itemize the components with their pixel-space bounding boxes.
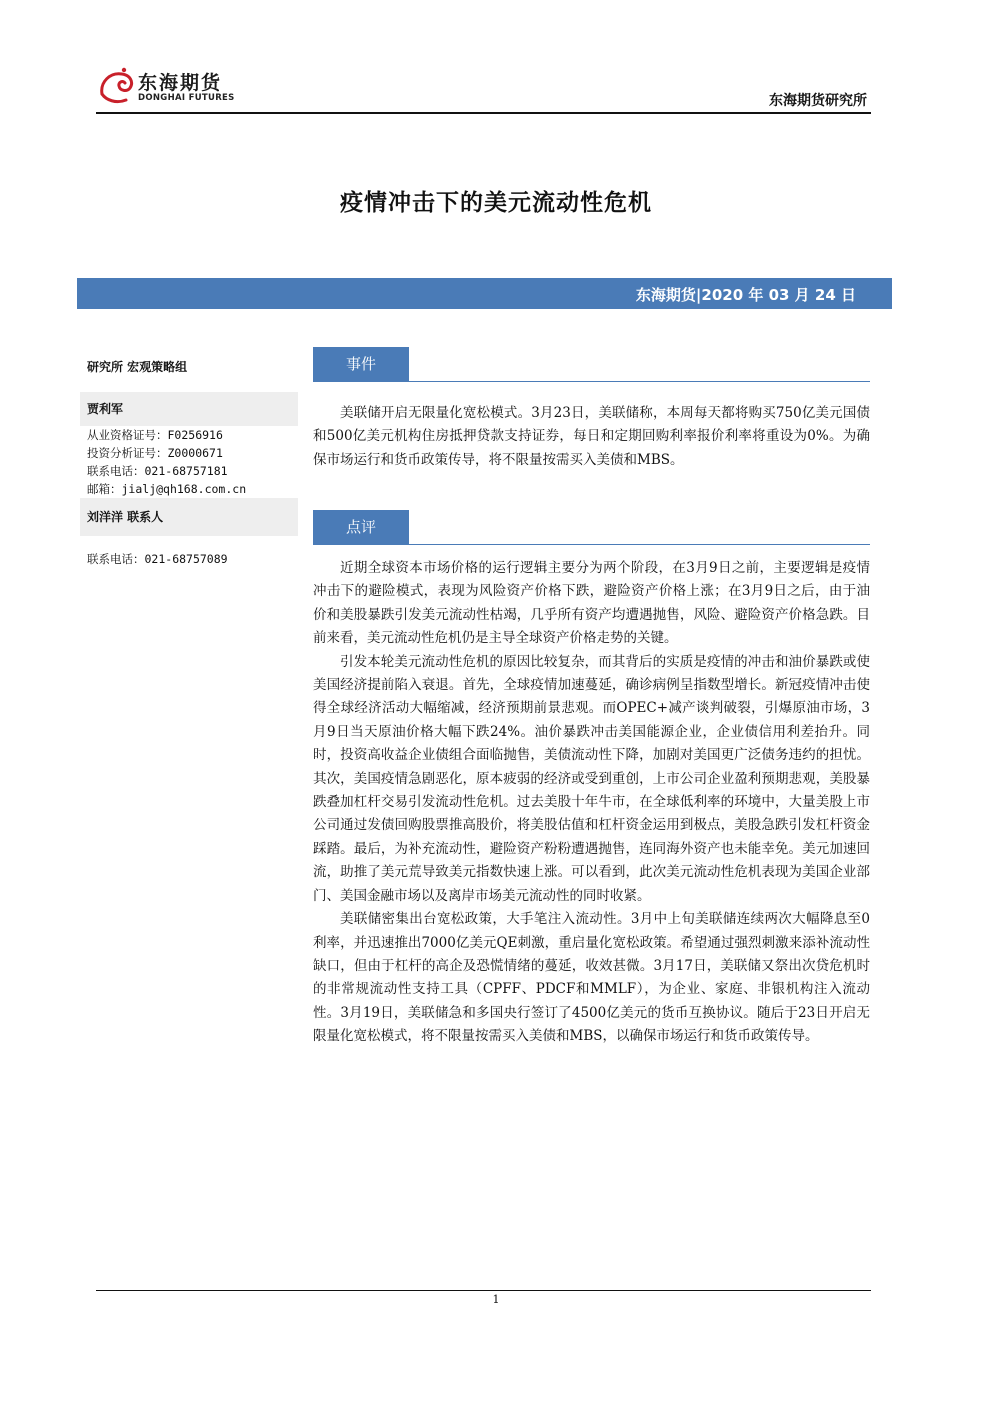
section-tag-event: 事件 <box>313 347 409 381</box>
page-number: 1 <box>492 1293 500 1306</box>
section-tag-comment: 点评 <box>313 510 409 544</box>
institute-name: 东海期货研究所 <box>769 93 867 109</box>
author-qualification: 从业资格证号：F0256916 <box>87 428 223 442</box>
author-name: 贾利军 <box>80 392 298 426</box>
comment-body <box>313 557 870 1049</box>
author-phone: 联系电话：021-68757181 <box>87 464 228 478</box>
comment-paragraph: 引发本轮美元流动性危机的原因比较复杂，而其背后的实质是疫情的冲击和油价暴跌或使美国经济提前陷入衰退。首先，全球疫情加速蔓延，确诊病例呈指数型增长。新冠疫情冲击使得全球经济活动大幅缩减，经济预期前景悲观。而OPEC+减产谈判破裂，引爆原油市场，3月9日当天原油价格大幅下跌24%。油价暴跌冲击美国能源企业，企业债信用利差抬升。同时，投资高收益企业债组合面临抛售，美债流动性下降，加剧对美国更广泛债务违约的担忧。其次，美国疫情急剧恶化，原本疲弱的经济或受到重创，上市公司企业盈利预期悲观，美股暴跌叠加杠杆交易引发流动性危机。过去美股十年牛市，在全球低利率的环境中，大量美股上市公司通过发债回购股票推高股价，将美股估值和杠杆资金运用到极点，美股急跌引发杠杆资金踩踏。最后，为补充流动性，避险资产粉粉遭遇抛售，连同海外资产也未能幸免。美元加速回流，助推了美元荒导致美元指数快速上涨。可以看到，此次美元流动性危机表现为美国企业部门、美国金融市场以及离岸市场美元流动性的同时收紧。 <box>313 653 870 904</box>
logo-english-text: DONGHAI FUTURES <box>138 93 235 103</box>
author-email: 邮箱：jialj@qh168.com.cn <box>87 482 247 496</box>
date-band <box>77 278 892 309</box>
section-divider <box>313 381 870 382</box>
author-analyst-id: 投资分析证号：Z0000671 <box>87 446 223 460</box>
logo-chinese-text: 东海期货 <box>138 72 223 94</box>
comment-paragraph: 近期全球资本市场价格的运行逻辑主要分为两个阶段，在3月9日之前，主要逻辑是疫情冲击下的避险模式，表现为风险资产价格下跌，避险资产价格上涨；在3月9日之后，由于油价和美股暴跌引发美元流动性枯竭，几乎所有资产均遭遇抛售，风险、避险资产价格急跌。目前来看，美元流动性危机仍是主导全球资产价格走势的关键。 <box>313 560 870 647</box>
author-sidebar <box>80 352 298 568</box>
research-group: 研究所 宏观策略组 <box>87 360 188 374</box>
report-title: 疫情冲击下的美元流动性危机 <box>340 190 652 216</box>
logo-dragon-icon <box>96 64 138 108</box>
date-band-text: 东海期货|2020 年 03 月 24 日 <box>635 286 856 304</box>
contact-phone: 联系电话：021-68757089 <box>87 552 228 566</box>
event-paragraph: 美联储开启无限量化宽松模式。3月23日，美联储称，本周每天都将购买750亿美元国债和500亿美元机构住房抵押贷款支持证券，每日和定期回购利率报价利率将重设为0%。为确保市场运行和货币政策传导，将不限量按需买入美债和MBS。 <box>313 405 870 468</box>
section-divider <box>313 544 870 545</box>
footer-rule <box>96 1290 871 1291</box>
event-body <box>313 402 870 472</box>
contact-name: 刘洋洋 联系人 <box>80 498 298 536</box>
comment-paragraph: 美联储密集出台宽松政策，大手笔注入流动性。3月中上旬美联储连续两次大幅降息至0利率，并迅速推出7000亿美元QE刺激，重启量化宽松政策。希望通过强烈刺激来添补流动性缺口，但由于杠杆的高企及恐慌情绪的蔓延，收效甚微。3月17日，美联储又祭出次贷危机时的非常规流动性支持工具（CPFF、PDCF和MMLF），为企业、家庭、非银机构注入流动性。3月19日，美联储急和多国央行签订了4500亿美元的货币互换协议。随后于23日开启无限量化宽松模式，将不限量按需买入美债和MBS，以确保市场运行和货币政策传导。 <box>313 911 870 1045</box>
company-logo <box>96 64 236 112</box>
header-rule <box>96 112 871 114</box>
